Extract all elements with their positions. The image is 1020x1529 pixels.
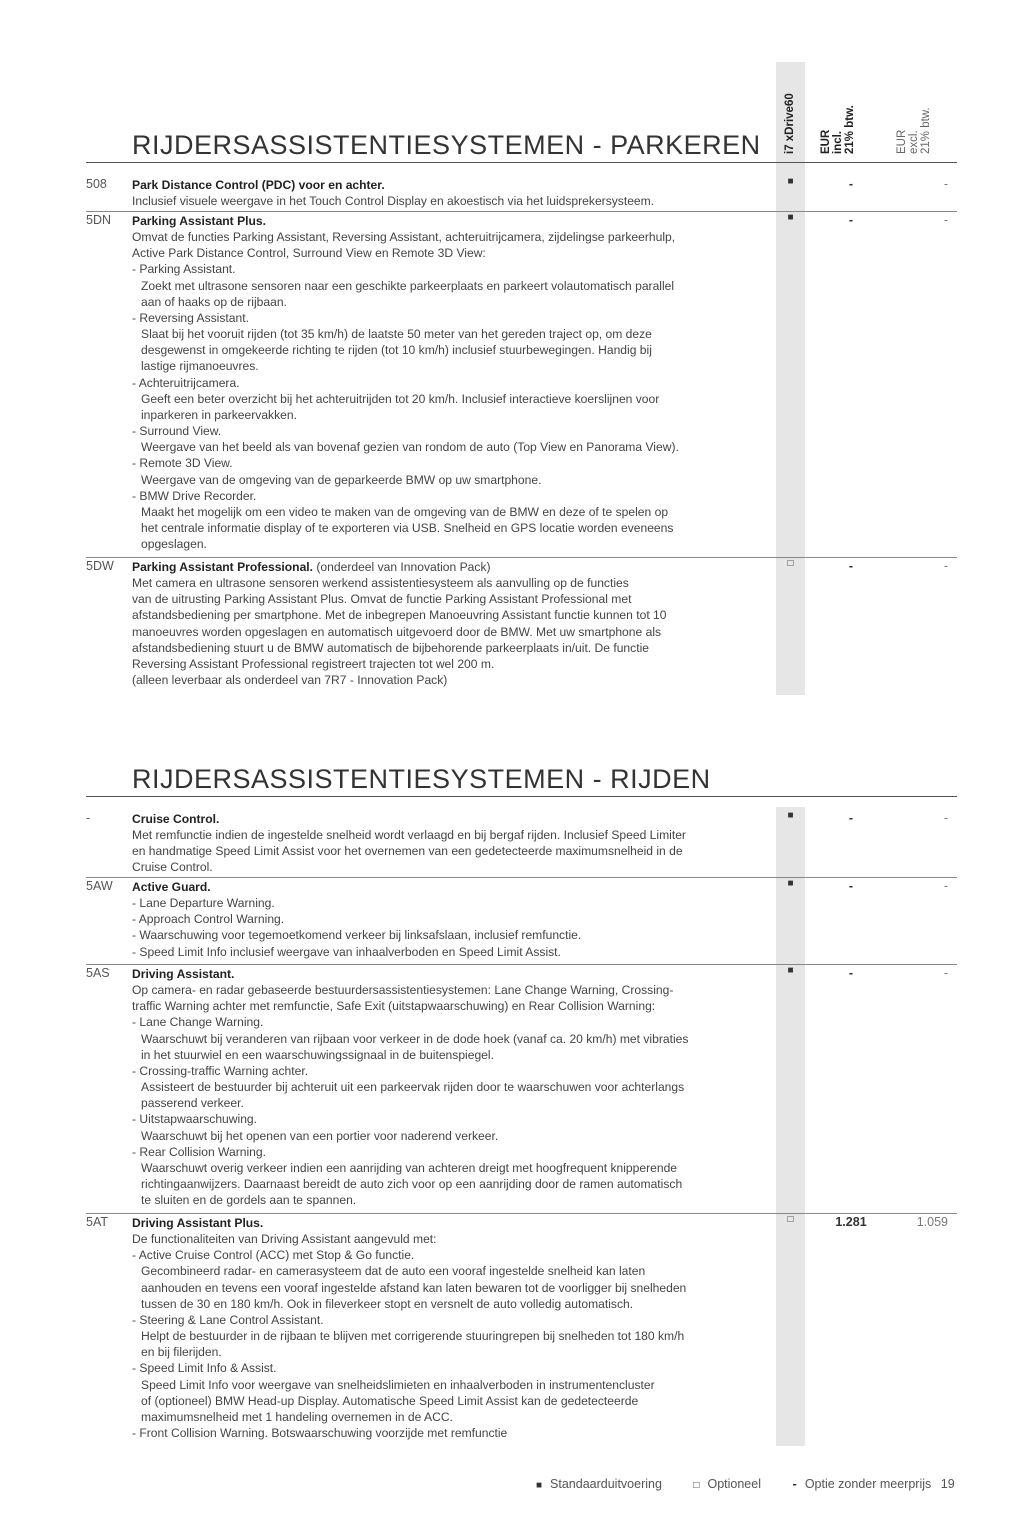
section-title-rijden: RIJDERSASSISTENTIESYSTEMEN - RIJDEN bbox=[132, 764, 711, 794]
price-incl: - bbox=[848, 177, 854, 191]
option-row bbox=[86, 211, 957, 552]
standard-mark-icon: ■ bbox=[787, 965, 794, 976]
option-code: 508 bbox=[86, 177, 107, 191]
description-line: Weergave van de omgeving van de geparkeerde BMW op uw smartphone. bbox=[141, 472, 542, 487]
price-excl: - bbox=[943, 966, 948, 980]
standard-mark-icon: ■ bbox=[787, 212, 794, 223]
description-line: Slaat bij het vooruit rijden (tot 35 km/h) de laatste 50 meter van het gereden traject op, om deze bbox=[141, 327, 652, 342]
price-excl-header: EUR excl. 21% btw. bbox=[896, 107, 932, 154]
description-line: - Steering & Lane Control Assistant. bbox=[132, 1312, 324, 1327]
description-line: Geeft een beter overzicht bij het achteruitrijden tot 20 km/h. Inclusief interactieve koerslijnen voor bbox=[141, 391, 660, 406]
description-line: - Reversing Assistant. bbox=[132, 310, 249, 325]
option-code: - bbox=[86, 811, 91, 825]
description-line: Cruise Control. bbox=[132, 860, 213, 875]
description-line: Waarschuwt bij veranderen van rijbaan voor verkeer in de dode hoek (vanaf ca. 20 km/h) met vibraties bbox=[141, 1031, 689, 1046]
description-line: lastige rijmanoeuvres. bbox=[141, 359, 259, 374]
description-line: - Achteruitrijcamera. bbox=[132, 375, 240, 390]
price-excl: - bbox=[943, 177, 948, 191]
description-line: - Front Collision Warning. Botswaarschuwing voorzijde met remfunctie bbox=[132, 1426, 508, 1441]
option-title-note: (onderdeel van Innovation Pack) bbox=[313, 560, 491, 574]
description-line: Gecombineerd radar- en camerasysteem dat de auto een vooraf ingestelde snelheid kan laten bbox=[141, 1264, 646, 1279]
model-column-header: i7 xDrive60 bbox=[784, 93, 796, 154]
description-line: Zoekt met ultrasone sensoren naar een geschikte parkeerplaats en parkeert volautomatisch parallel bbox=[141, 278, 675, 293]
description-line: Inclusief visuele weergave in het Touch Control Display en akoestisch via het luidsprekersysteem. bbox=[132, 194, 655, 209]
option-description bbox=[132, 1215, 772, 1441]
description-line: of (optioneel) BMW Head-up Display. Automatische Speed Limit Assist kan de gedetecteerde bbox=[141, 1393, 639, 1408]
description-line: Met remfunctie indien de ingestelde snelheid wordt verlaagd en bij bergaf rijden. Inclusief Speed Limiter bbox=[132, 828, 686, 843]
description-line: Waarschuwt bij het openen van een portier voor naderend verkeer. bbox=[141, 1128, 499, 1143]
option-description bbox=[132, 177, 772, 209]
description-line: van de uitrusting Parking Assistant Plus. Omvat de functie Parking Assistant Professional met bbox=[132, 592, 632, 607]
description-line: en handmatige Speed Limit Assist voor het overnemen van een gedetecteerde maximumsnelheid in de bbox=[132, 844, 683, 859]
description-line: in het stuurwiel en een waarschuwingssignaal in de buitenspiegel. bbox=[141, 1047, 494, 1062]
optional-legend-icon: □ bbox=[693, 1480, 700, 1491]
description-line: - Uitstapwaarschuwing. bbox=[132, 1112, 258, 1127]
option-row bbox=[86, 1213, 957, 1441]
option-row bbox=[86, 964, 957, 1208]
option-title: Parking Assistant Professional. bbox=[132, 560, 314, 574]
option-description bbox=[132, 213, 772, 552]
description-line: (alleen leverbaar als onderdeel van 7R7 - Innovation Pack) bbox=[132, 673, 448, 688]
description-line: Waarschuwt overig verkeer indien een aanrijding van achteren dreigt met hoogfrequent knipperende bbox=[141, 1160, 678, 1175]
price-incl: - bbox=[848, 559, 854, 573]
description-line: richtingaanwijzers. Daarnaast bereidt de auto zich voor op een aanrijding door de ramen automatisch bbox=[141, 1177, 683, 1192]
price-excl: - bbox=[943, 559, 948, 573]
description-line: passerend verkeer. bbox=[141, 1096, 244, 1111]
price-incl: - bbox=[848, 213, 854, 227]
dash-legend-icon: - bbox=[792, 1476, 797, 1491]
option-code: 5DW bbox=[86, 559, 114, 573]
description-line: Op camera- en radar gebaseerde bestuurdersassistentiesystemen: Lane Change Warning, Crossing- bbox=[132, 983, 674, 998]
option-code: 5DN bbox=[86, 213, 112, 227]
optional-legend-label: Optioneel bbox=[707, 1477, 761, 1491]
description-line: Omvat de functies Parking Assistant, Reversing Assistant, achteruitrijcamera, zijdelingse parkeerhulp, bbox=[132, 230, 676, 245]
description-line: het centrale informatie display of te exporteren via USB. Snelheid en GPS locatie worden eveneens bbox=[141, 520, 674, 535]
price-incl: - bbox=[848, 966, 854, 980]
section-rule-rijden bbox=[86, 796, 957, 797]
description-line: - Surround View. bbox=[132, 424, 222, 439]
description-line: en bij filerijden. bbox=[141, 1345, 222, 1360]
description-line: - Active Cruise Control (ACC) met Stop & Go functie. bbox=[132, 1248, 415, 1263]
option-row bbox=[86, 877, 957, 959]
price-excl: 1.059 bbox=[916, 1215, 948, 1229]
description-line: inparkeren in parkeervakken. bbox=[141, 407, 297, 422]
page-number: 19 bbox=[940, 1477, 955, 1491]
option-code: 5AW bbox=[86, 879, 113, 893]
section-title-parkeren: RIJDERSASSISTENTIESYSTEMEN - PARKEREN bbox=[132, 130, 761, 160]
description-line: traffic Warning achter met remfunctie, Safe Exit (uitstapwaarschuwing) en Rear Collision Warning: bbox=[132, 999, 656, 1014]
option-title: Parking Assistant Plus. bbox=[132, 214, 266, 228]
description-line: aanhouden en tevens een vooraf ingestelde afstand kan laten bewaren tot de voorligger bij snelheden bbox=[141, 1280, 687, 1295]
model-column-bg-parkeren bbox=[776, 62, 805, 695]
description-line: Maakt het mogelijk om een video te maken van de omgeving van de BMW en deze of te spelen op bbox=[141, 504, 669, 519]
description-line: maximumsnelheid met 1 handeling overnemen in de ACC. bbox=[141, 1409, 453, 1424]
description-line: - Parking Assistant. bbox=[132, 262, 236, 277]
price-incl: - bbox=[848, 811, 854, 825]
optional-mark-icon: □ bbox=[787, 1214, 794, 1225]
option-description bbox=[132, 811, 772, 876]
option-title: Cruise Control. bbox=[132, 812, 220, 826]
model-column-bg-rijden bbox=[776, 807, 805, 1446]
description-line: afstandsbediening per smartphone. Met de inbegrepen Manoeuvring Assistant functie kunnen tot 10 bbox=[132, 608, 667, 623]
price-incl: 1.281 bbox=[835, 1215, 867, 1229]
description-line: - Crossing-traffic Warning achter. bbox=[132, 1063, 309, 1078]
description-line: - Speed Limit Info & Assist. bbox=[132, 1361, 277, 1376]
description-line: - Lane Change Warning. bbox=[132, 1015, 264, 1030]
dash-legend-label: Optie zonder meerprijs bbox=[804, 1477, 932, 1491]
description-line: manoeuvres worden opgeslagen en automatisch uitgevoerd door de BMW. Met uw smartphone als bbox=[132, 624, 662, 639]
description-line: afstandsbediening stuurt u de BMW automatisch de bijbehorende parkeerplaats in/uit. De functie bbox=[132, 640, 649, 655]
description-line: aan of haaks op de rijbaan. bbox=[141, 294, 287, 309]
legend bbox=[536, 1476, 959, 1491]
description-line: - Waarschuwing voor tegemoetkomend verkeer bij linksafslaan, inclusief remfunctie. bbox=[132, 928, 582, 943]
option-row bbox=[86, 557, 957, 688]
option-description bbox=[132, 559, 772, 688]
description-line: - Remote 3D View. bbox=[132, 456, 233, 471]
description-line: tussen de 30 en 180 km/h. Ook in fileverkeer stopt en versnelt de auto volledig automatisch. bbox=[141, 1296, 634, 1311]
description-line: - Lane Departure Warning. bbox=[132, 896, 275, 911]
standard-mark-icon: ■ bbox=[787, 878, 794, 889]
description-line: Assisteert de bestuurder bij achteruit uit een parkeervak rijden door te waarschuwen voor achterlangs bbox=[141, 1080, 685, 1095]
option-code: 5AS bbox=[86, 966, 110, 980]
description-line: opgeslagen. bbox=[141, 537, 207, 552]
option-title: Park Distance Control (PDC) voor en achter. bbox=[132, 178, 385, 192]
standard-mark-icon: ■ bbox=[787, 176, 794, 187]
description-line: desgewenst in omgekeerde richting te rijden (tot 10 km/h) inclusief stuurbewegingen. Handig bij bbox=[141, 343, 652, 358]
price-incl: - bbox=[848, 879, 854, 893]
standard-mark-icon: ■ bbox=[787, 810, 794, 821]
description-line: - BMW Drive Recorder. bbox=[132, 488, 257, 503]
description-line: Active Park Distance Control, Surround View en Remote 3D View: bbox=[132, 246, 486, 261]
description-line: Met camera en ultrasone sensoren werkend assistentiesysteem als aanvulling op de functies bbox=[132, 576, 629, 591]
standard-legend-icon: ■ bbox=[536, 1480, 543, 1491]
description-line: - Speed Limit Info inclusief weergave van inhaalverboden en Speed Limit Assist. bbox=[132, 944, 561, 959]
price-excl: - bbox=[943, 811, 948, 825]
option-title: Driving Assistant Plus. bbox=[132, 1216, 264, 1230]
optional-mark-icon: □ bbox=[787, 558, 794, 569]
description-line: Speed Limit Info voor weergave van snelheidslimieten en inhaalverboden in instrumentencluster bbox=[141, 1377, 655, 1392]
description-line: - Approach Control Warning. bbox=[132, 912, 285, 927]
price-incl-header: EUR incl. 21% btw. bbox=[820, 105, 856, 154]
option-description bbox=[132, 879, 772, 960]
description-line: De functionaliteiten van Driving Assistant aangevuld met: bbox=[132, 1232, 437, 1247]
section-rule-parkeren bbox=[86, 162, 957, 163]
description-line: Weergave van het beeld als van bovenaf gezien van rondom de auto (Top View en Panorama View). bbox=[141, 440, 679, 455]
price-excl: - bbox=[943, 213, 948, 227]
option-title: Driving Assistant. bbox=[132, 967, 235, 981]
description-line: Reversing Assistant Professional registreert trajecten tot wel 200 m. bbox=[132, 656, 495, 671]
description-line: te sluiten en de gordels aan te spannen. bbox=[141, 1193, 357, 1208]
option-title: Active Guard. bbox=[132, 880, 211, 894]
standard-legend-label: Standaarduitvoering bbox=[550, 1477, 662, 1491]
description-line: - Rear Collision Warning. bbox=[132, 1144, 266, 1159]
option-code: 5AT bbox=[86, 1215, 108, 1229]
option-description bbox=[132, 966, 772, 1208]
price-excl: - bbox=[943, 879, 948, 893]
description-line: Helpt de bestuurder in de rijbaan te blijven met corrigerende stuuringrepen bij snelheden tot 180 km/h bbox=[141, 1329, 685, 1344]
